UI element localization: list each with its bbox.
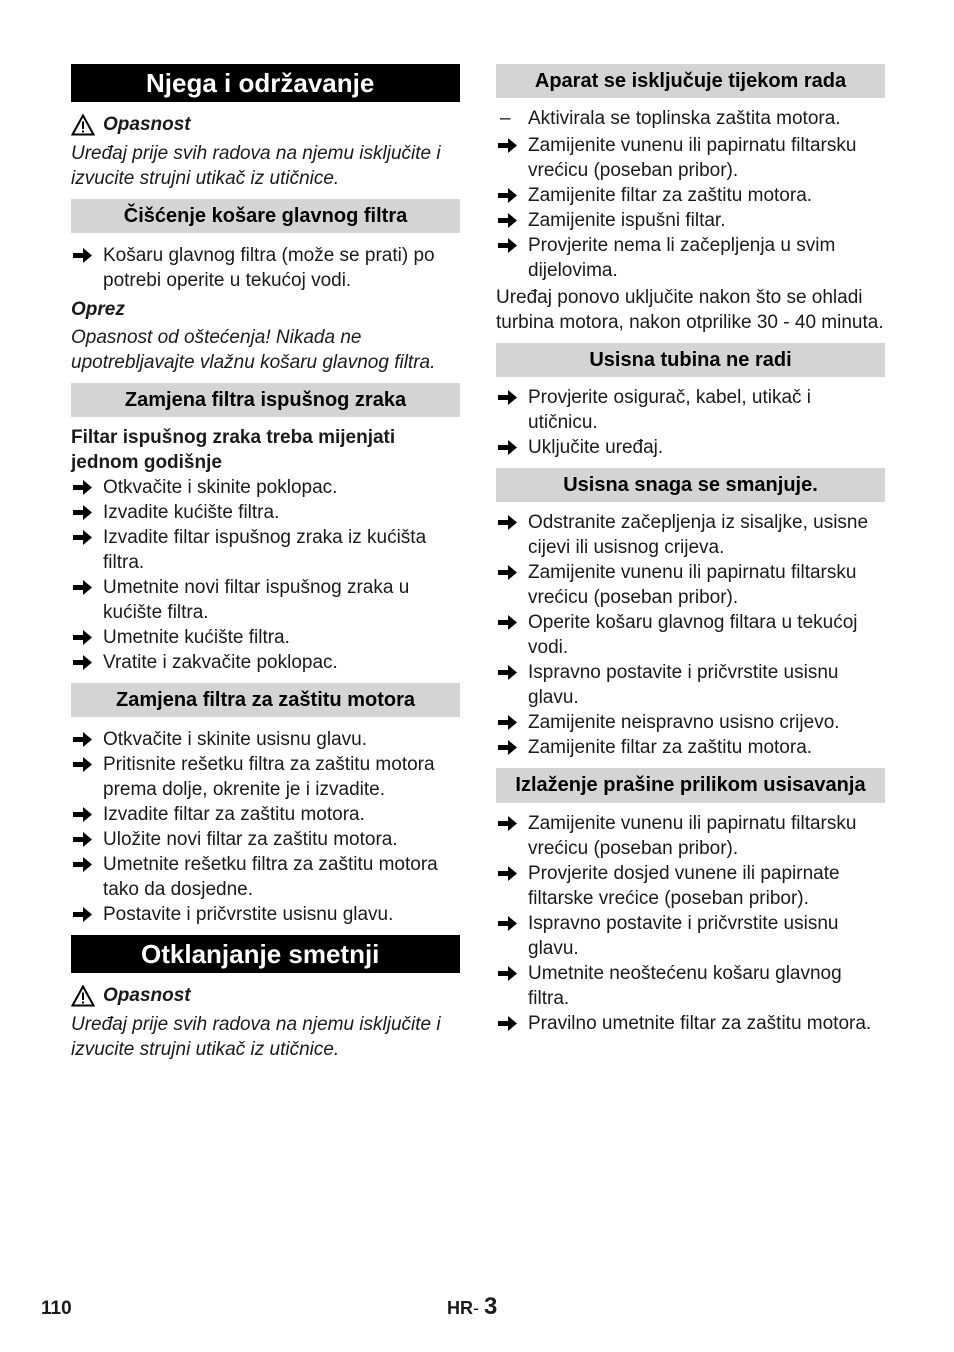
arrow-right-icon — [498, 233, 520, 258]
dash-marker: – — [500, 108, 511, 129]
list-item-text: Zamijenite neispravno usisno crijevo. — [528, 712, 840, 733]
list-dust — [496, 811, 885, 1036]
arrow-right-icon — [498, 861, 520, 886]
arrow-right-icon — [498, 560, 520, 585]
caution-title: Oprez — [71, 299, 125, 320]
restart-text: Uređaj ponovo uključite nakon što se ohladi turbina motora, nakon otprilike 30 - 40 minuta. — [496, 287, 884, 333]
subheading-exhaust: Zamjena filtra ispušnog zraka — [71, 383, 460, 417]
list-item — [71, 575, 460, 625]
page-number: 110 — [41, 1298, 72, 1319]
list-item-text: Aktivirala se toplinska zaštita motora. — [528, 108, 841, 129]
arrow-right-icon — [73, 827, 95, 852]
list-item — [496, 861, 885, 911]
list-item — [496, 385, 885, 435]
danger-text: Uređaj prije svih radova na njemu isključite i izvucite strujni utikač iz utičnice. — [71, 1014, 441, 1060]
list-item-text: Pravilno umetnite filtar za zaštitu motora. — [528, 1013, 872, 1034]
arrow-right-icon — [498, 510, 520, 535]
list-item — [71, 802, 460, 827]
list-item-text: Umetnite neoštećenu košaru glavnog filtra. — [528, 963, 842, 1009]
list-item — [496, 208, 885, 233]
arrow-right-icon — [498, 435, 520, 460]
list-item — [71, 727, 460, 752]
arrow-right-icon — [498, 660, 520, 685]
arrow-right-icon — [73, 727, 95, 752]
right-column — [496, 64, 885, 1036]
list-item-text: Umetnite kućište filtra. — [103, 627, 290, 648]
arrow-right-icon — [498, 961, 520, 986]
list-item-text: Umetnite rešetku filtra za zaštitu motora tako da dosjedne. — [103, 854, 438, 900]
list-item — [496, 560, 885, 610]
separator: - — [473, 1298, 479, 1318]
arrow-right-icon — [73, 243, 95, 268]
section-page-number: 3 — [484, 1293, 498, 1320]
section-heading-care: Njega i održavanje — [71, 64, 460, 102]
list-item-text: Zamijenite vunenu ili papirnatu filtarsku vrećicu (poseban pribor). — [528, 813, 857, 859]
list-item-text: Provjerite dosjed vunene ili papirnate filtarske vrećice (poseban pribor). — [528, 863, 840, 909]
list-item-text: Zamijenite vunenu ili papirnatu filtarsku vrećicu (poseban pribor). — [528, 562, 857, 608]
list-item-text: Operite košaru glavnog filtara u tekućoj vodi. — [528, 612, 858, 658]
list-item — [496, 133, 885, 183]
list-item-text: Otkvačite i skinite poklopac. — [103, 477, 338, 498]
danger-title: Opasnost — [103, 114, 191, 135]
list-item — [496, 106, 885, 131]
list-item — [496, 735, 885, 760]
list-item — [71, 650, 460, 675]
list-item — [496, 435, 885, 460]
list-item-text: Izvadite filtar ispušnog zraka iz kućišta filtra. — [103, 527, 427, 573]
danger-title: Opasnost — [103, 985, 191, 1006]
list-item — [496, 961, 885, 1011]
arrow-right-icon — [498, 811, 520, 836]
list-item — [71, 500, 460, 525]
list-item-text: Vratite i zakvačite poklopac. — [103, 652, 338, 673]
list-shutdown — [496, 133, 885, 283]
arrow-right-icon — [73, 475, 95, 500]
arrow-right-icon — [73, 802, 95, 827]
list-item — [496, 610, 885, 660]
list-exhaust — [71, 475, 460, 675]
section-heading-troubleshooting: Otklanjanje smetnji — [71, 935, 460, 973]
list-item-text: Provjerite nema li začepljenja u svim dijelovima. — [528, 235, 836, 281]
caution-text: Opasnost od oštećenja! Nikada ne upotrebljavajte vlažnu košaru glavnog filtra. — [71, 327, 436, 373]
left-column — [71, 64, 460, 1062]
list-item-text: Zamijenite filtar za zaštitu motora. — [528, 737, 813, 758]
list-item — [71, 827, 460, 852]
exhaust-note: Filtar ispušnog zraka treba mijenjati jednom godišnje — [71, 427, 396, 473]
danger-text: Uređaj prije svih radova na njemu isključite i izvucite strujni utikač iz utičnice. — [71, 143, 441, 189]
arrow-right-icon — [73, 625, 95, 650]
subheading-dust: Izlaženje prašine prilikom usisavanja — [496, 768, 885, 803]
list-item — [71, 902, 460, 927]
list-item-text: Odstranite začepljenja iz sisaljke, usisne cijevi ili usisnog crijeva. — [528, 512, 869, 558]
subheading-motor-filter: Zamjena filtra za zaštitu motora — [71, 683, 460, 717]
list-item — [71, 243, 460, 293]
arrow-right-icon — [73, 650, 95, 675]
list-item — [496, 233, 885, 283]
list-item — [496, 911, 885, 961]
list-item-text: Postavite i pričvrstite usisnu glavu. — [103, 904, 394, 925]
arrow-right-icon — [498, 183, 520, 208]
list-item-text: Uložite novi filtar za zaštitu motora. — [103, 829, 398, 850]
warning-triangle-icon — [71, 985, 95, 1007]
language-code: HR — [447, 1298, 473, 1318]
list-item — [496, 811, 885, 861]
arrow-right-icon — [498, 710, 520, 735]
list-item — [496, 660, 885, 710]
subheading-shutdown: Aparat se isključuje tijekom rada — [496, 64, 885, 98]
list-item — [496, 183, 885, 208]
list-item-text: Izvadite filtar za zaštitu motora. — [103, 804, 365, 825]
arrow-right-icon — [73, 525, 95, 550]
list-item — [71, 852, 460, 902]
list-item — [496, 710, 885, 735]
list-item — [71, 752, 460, 802]
arrow-right-icon — [498, 610, 520, 635]
list-item-text: Ispravno postavite i pričvrstite usisnu glavu. — [528, 913, 839, 959]
list-item-text: Pritisnite rešetku filtra za zaštitu motora prema dolje, okrenite je i izvadite. — [103, 754, 435, 800]
list-item-text: Izvadite kućište filtra. — [103, 502, 280, 523]
list-item-text: Otkvačite i skinite usisnu glavu. — [103, 729, 368, 750]
list-item — [71, 525, 460, 575]
list-suction-power — [496, 510, 885, 760]
list-item-text: Umetnite novi filtar ispušnog zraka u kućište filtra. — [103, 577, 410, 623]
arrow-right-icon — [498, 385, 520, 410]
arrow-right-icon — [73, 752, 95, 777]
arrow-right-icon — [498, 911, 520, 936]
list-item-text: Košaru glavnog filtra (može se prati) po potrebi operite u tekućoj vodi. — [103, 245, 435, 291]
section-page-code — [447, 1294, 497, 1321]
warning-triangle-icon — [71, 114, 95, 136]
list-turbine — [496, 385, 885, 460]
arrow-right-icon — [73, 575, 95, 600]
list-item — [496, 510, 885, 560]
subheading-turbine: Usisna tubina ne radi — [496, 343, 885, 377]
list-item — [496, 1011, 885, 1036]
subheading-suction-power: Usisna snaga se smanjuje. — [496, 468, 885, 502]
arrow-right-icon — [73, 902, 95, 927]
list-motor-filter — [71, 727, 460, 927]
list-item — [71, 475, 460, 500]
arrow-right-icon — [73, 500, 95, 525]
list-item-text: Zamijenite filtar za zaštitu motora. — [528, 185, 813, 206]
list-basket — [71, 243, 460, 293]
danger-notice-2 — [71, 983, 460, 1008]
list-item — [71, 625, 460, 650]
arrow-right-icon — [498, 735, 520, 760]
subheading-basket: Čišćenje košare glavnog filtra — [71, 199, 460, 233]
danger-notice-1 — [71, 112, 460, 137]
list-item-text: Provjerite osigurač, kabel, utikač i utičnicu. — [528, 387, 812, 433]
arrow-right-icon — [498, 133, 520, 158]
arrow-right-icon — [498, 1011, 520, 1036]
list-item-text: Uključite uređaj. — [528, 437, 664, 458]
arrow-right-icon — [73, 852, 95, 877]
list-item-text: Zamijenite vunenu ili papirnatu filtarsku vrećicu (poseban pribor). — [528, 135, 857, 181]
arrow-right-icon — [498, 208, 520, 233]
list-item-text: Ispravno postavite i pričvrstite usisnu glavu. — [528, 662, 839, 708]
list-shutdown-dash — [496, 106, 885, 131]
list-item-text: Zamijenite ispušni filtar. — [528, 210, 726, 231]
